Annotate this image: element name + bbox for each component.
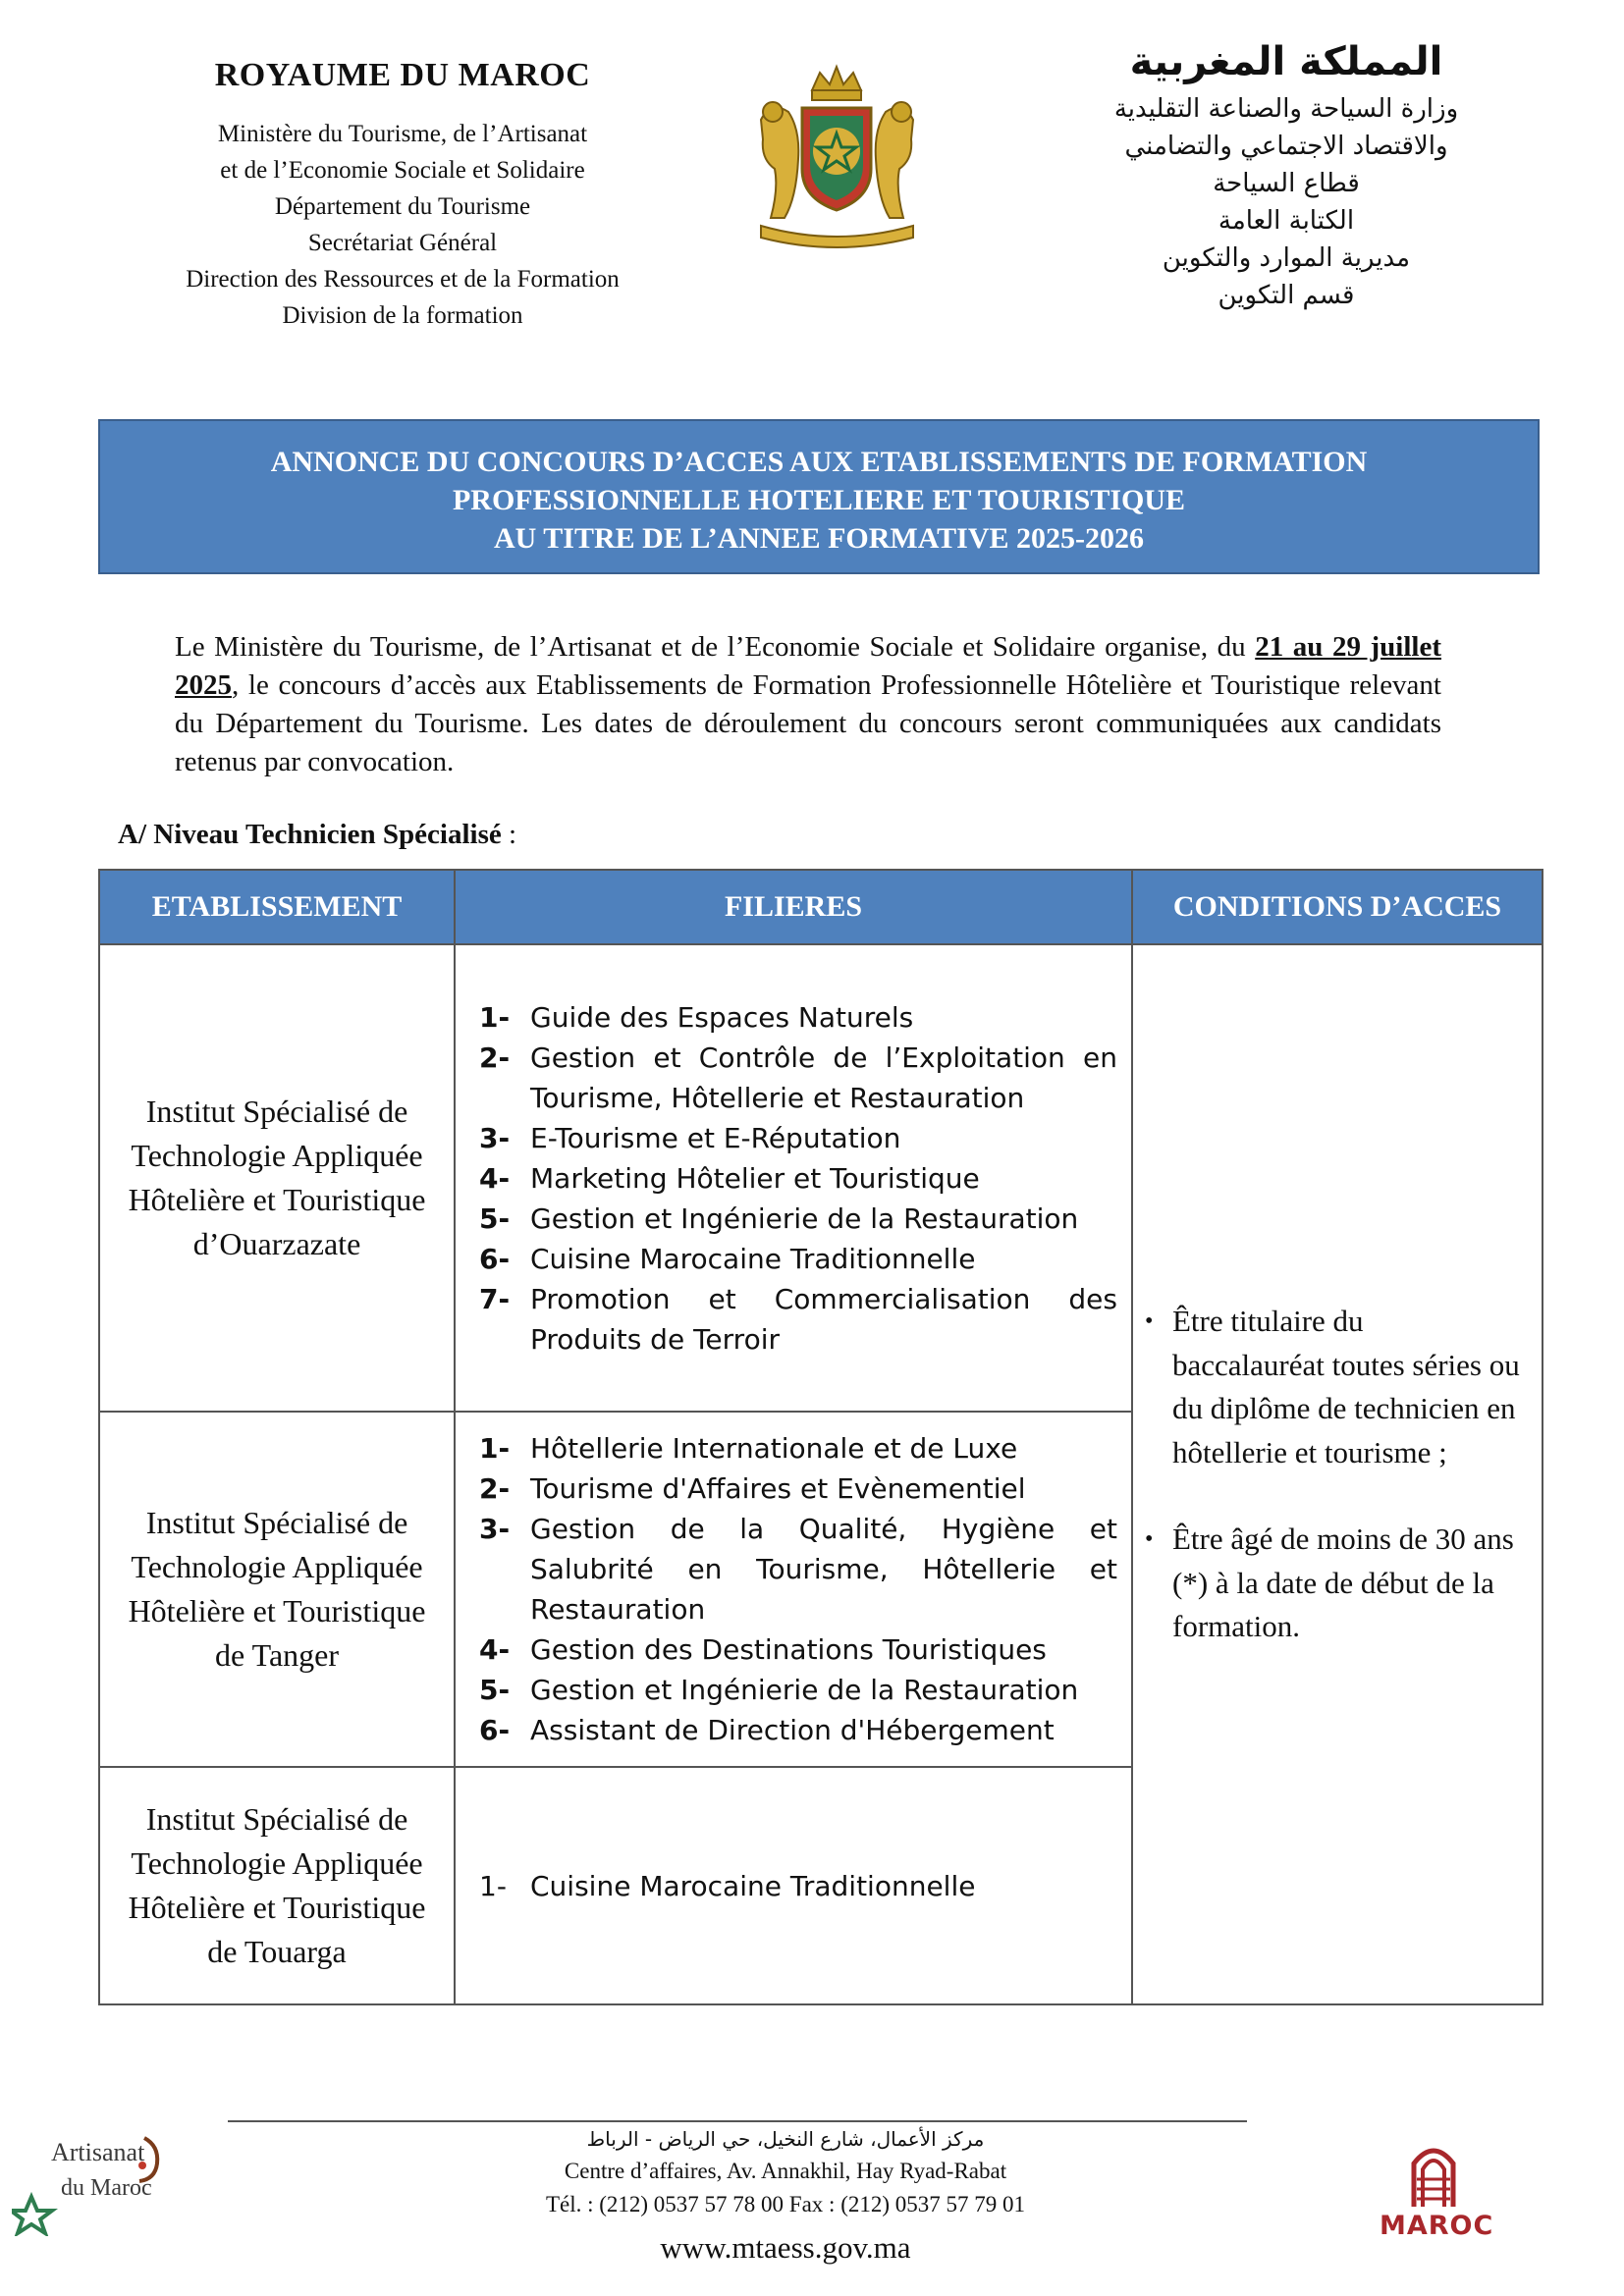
filieres-cell [455, 1412, 1132, 1767]
list-item [479, 1509, 1117, 1629]
filieres-cell [455, 944, 1132, 1412]
item-number: 3- [479, 1513, 511, 1545]
direction-line-ar: مديرية الموارد والتكوين [1162, 243, 1411, 273]
item-number: 1- [479, 1000, 511, 1034]
item-label: Gestion et Ingénierie de la Restauration [530, 1201, 1079, 1235]
ministry-line-ar: والاقتصاد الاجتماعي والتضامني [1124, 132, 1448, 161]
announcement-banner [98, 419, 1540, 574]
list-item [479, 1158, 1117, 1199]
list-item [479, 1199, 1117, 1239]
header-left [137, 57, 668, 334]
etablissement-cell: Institut Spécialisé de Technologie Appliquée Hôtelière et Touristique d’Ouarzazate [99, 944, 455, 1412]
artisanat-logo-line1: Artisanat [51, 2138, 145, 2166]
list-item [479, 1866, 1117, 1906]
item-label: Tourisme d'Affaires et Evènementiel [530, 1472, 1026, 1505]
programs-table [98, 869, 1542, 2005]
item-number: 7- [479, 1282, 511, 1315]
list-item [479, 1468, 1117, 1509]
item-number: 6- [479, 1714, 511, 1746]
moroccan-coat-of-arms-icon [741, 61, 933, 252]
item-label: Hôtellerie Internationale et de Luxe [530, 1432, 1018, 1465]
list-item [479, 1118, 1117, 1158]
list-item [479, 1670, 1117, 1710]
condition-item [1141, 1518, 1522, 1649]
item-number: 4- [479, 1633, 511, 1666]
section-title-text: A/ Niveau Technicien Spécialisé [118, 819, 502, 850]
condition-text: Être titulaire du baccalauréat toutes séries ou du diplôme de technicien en hôtellerie et tourisme ; [1172, 1304, 1520, 1469]
direction-line: Direction des Ressources et de la Formation [186, 266, 620, 293]
intro-dates: 21 au 29 juillet 2025 [175, 631, 1441, 701]
item-number: 3- [479, 1121, 511, 1154]
header-right [1041, 39, 1532, 314]
item-label: Gestion de la Qualité, Hygiène et Salubrité en Tourisme, Hôtellerie et Restauration [530, 1513, 1117, 1626]
intro-text: , le concours d’accès aux Etablissements de Formation Professionnelle Hôtelière et Touristique relevant du Département du Tourisme. Les dates de déroulement du concours seront communiquées aux candidats retenus par convocation. [175, 669, 1441, 777]
item-number: 5- [479, 1674, 511, 1706]
header-filieres: FILIERES [455, 870, 1132, 944]
footer [344, 2123, 1227, 2270]
table-row [99, 944, 1543, 1412]
footer-website-link[interactable]: www.mtaess.gov.ma [660, 2230, 911, 2265]
maroc-logo-text: MAROC [1380, 2211, 1494, 2241]
list-item [479, 1038, 1117, 1118]
list-item [479, 1239, 1117, 1279]
etablissement-cell: Institut Spécialisé de Technologie Appliquée Hôtelière et Touristique de Tanger [99, 1412, 455, 1767]
item-label: Promotion et Commercialisation des Produits de Terroir [530, 1282, 1117, 1356]
artisanat-du-maroc-logo [12, 2128, 169, 2236]
header-conditions: CONDITIONS D’ACCES [1132, 870, 1543, 944]
intro-text: Le Ministère du Tourisme, de l’Artisanat et de l’Economie Sociale et Solidaire organise, du [175, 631, 1256, 663]
item-label: E-Tourisme et E-Réputation [530, 1121, 901, 1154]
division-line-ar: قسم التكوين [1218, 281, 1355, 310]
artisanat-logo-line2: du Maroc [61, 2175, 152, 2201]
item-number: 6- [479, 1242, 511, 1275]
item-label: Gestion des Destinations Touristiques [530, 1633, 1047, 1666]
list-item [479, 1279, 1117, 1360]
intro-paragraph [175, 628, 1441, 781]
item-label: Gestion et Ingénierie de la Restauration [530, 1674, 1079, 1706]
filieres-cell [455, 1767, 1132, 2004]
item-number: 2- [479, 1041, 511, 1074]
list-item [479, 997, 1117, 1038]
condition-text: Être âgé de moins de 30 ans (*) à la date de début de la formation. [1172, 1522, 1514, 1644]
division-line: Division de la formation [282, 302, 523, 329]
footer-phone-fax: Tél. : (212) 0537 57 78 00 Fax : (212) 0537 57 79 01 [545, 2192, 1026, 2216]
kingdom-title-fr: ROYAUME DU MAROC [214, 57, 591, 93]
banner-line: AU TITRE DE L’ANNEE FORMATIVE 2025-2026 [493, 522, 1145, 555]
department-line-ar: قطاع السياحة [1213, 169, 1360, 198]
footer-divider [228, 2120, 1247, 2122]
banner-line: PROFESSIONNELLE HOTELIERE ET TOURISTIQUE [452, 484, 1186, 516]
secretariat-line-ar: الكتابة العامة [1218, 206, 1355, 236]
condition-item [1141, 1300, 1522, 1474]
item-number: 2- [479, 1472, 511, 1505]
bullet-icon: • [1145, 1526, 1154, 1553]
section-title [118, 819, 516, 851]
list-item [479, 1428, 1117, 1468]
kingdom-title-ar: المملكة المغربية [1129, 39, 1443, 84]
header-etablissement: ETABLISSEMENT [99, 870, 455, 944]
ministry-line: Ministère du Tourisme, de l’Artisanat [217, 121, 588, 147]
list-item [479, 1629, 1117, 1670]
ministry-line-ar: وزارة السياحة والصناعة التقليدية [1113, 94, 1459, 124]
item-number: 4- [479, 1161, 511, 1195]
section-title-suffix: : [501, 819, 517, 850]
item-label: Marketing Hôtelier et Touristique [530, 1161, 980, 1195]
item-label: Guide des Espaces Naturels [530, 1000, 914, 1034]
secretariat-line: Secrétariat Général [307, 230, 498, 256]
item-label: Gestion et Contrôle de l’Exploitation en Tourisme, Hôtellerie et Restauration [530, 1041, 1117, 1114]
item-label: Cuisine Marocaine Traditionnelle [530, 1242, 976, 1275]
item-label: Cuisine Marocaine Traditionnelle [530, 1869, 976, 1902]
list-item [479, 1710, 1117, 1750]
item-number: 1- [479, 1432, 511, 1465]
department-line: Département du Tourisme [274, 193, 531, 220]
footer-address-fr: Centre d’affaires, Av. Annakhil, Hay Ryad-Rabat [564, 2159, 1007, 2183]
ministry-line: et de l’Economie Sociale et Solidaire [220, 157, 585, 184]
item-number: 5- [479, 1201, 511, 1235]
item-label: Assistant de Direction d'Hébergement [530, 1714, 1055, 1746]
conditions-cell [1132, 944, 1543, 2004]
bullet-icon: • [1145, 1308, 1154, 1335]
footer-address-ar: مركز الأعمال، شارع النخيل، حي الرياض - الرباط [586, 2127, 985, 2151]
banner-line: ANNONCE DU CONCOURS D’ACCES AUX ETABLISSEMENTS DE FORMATION [270, 446, 1368, 478]
etablissement-cell: Institut Spécialisé de Technologie Appliquée Hôtelière et Touristique de Touarga [99, 1767, 455, 2004]
maroc-tourism-logo [1380, 2140, 1494, 2248]
item-number: 1- [479, 1869, 507, 1902]
